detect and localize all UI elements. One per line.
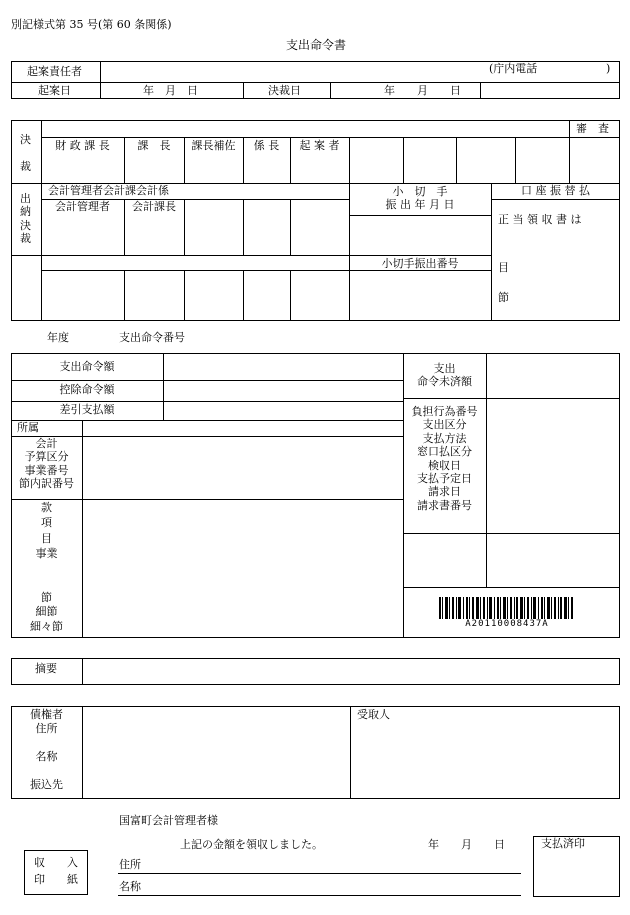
decision-date-label: 決裁日 [268,84,301,97]
responsible-label: 起案責任者 [27,65,82,78]
budget-items-label: 款 項 目 事業 [35,501,58,561]
deduction-amount-label: 控除命令額 [59,383,115,396]
account-transfer-label: 口 座 振 替 払 [521,184,590,197]
summary-table [11,658,620,685]
accounting-manager-label: 会計管理者 [55,200,110,213]
barcode [439,597,575,619]
role-finance-chief: 財 政 課 長 [55,139,110,152]
accounting-chief-label: 会計課長 [132,200,176,213]
role-drafter: 起 案 者 [299,139,340,152]
check-number-label: 小切手振出番号 [381,257,459,270]
payment-details-label: 負担行為番号 支出区分 支払方法 窓口払区分 検収日 支払予定日 請求日 請求書番号 [411,405,478,512]
kessai-label: 決 裁 [20,133,31,173]
budget-codes-label: 会計 予算区分 事業番号 節内訳番号 [19,437,74,491]
draft-date-value: 年 月 日 [143,84,198,97]
receipt-name-label: 名称 [119,880,141,893]
paid-stamp-label: 支払済印 [541,837,585,850]
creditor-labels: 債権者 住所 名称 振込先 [30,708,63,791]
summary-label: 摘要 [35,662,57,675]
accounting-row-label: 会計管理者会計課会計係 [48,184,169,197]
barcode-number: A20110008437A [465,619,549,629]
creditor-table [11,706,620,799]
role-deputy-chief: 課長補佐 [191,139,236,152]
moku-label: 目 [498,261,509,274]
role-subsection-chief: 係 長 [253,139,280,152]
phone-close: ) [606,62,611,75]
net-payment-label: 差引支払額 [59,403,115,416]
order-amount-label: 支出命令額 [59,360,115,373]
fiscal-year-label: 年度 [47,331,69,344]
role-section-chief: 課 長 [137,139,171,152]
revenue-stamp-label: 収 入 印 紙 [34,856,78,886]
draft-date-label: 起案日 [38,84,71,97]
check-issue-date-label: 小 切 手 振 出 年 月 日 [385,185,455,212]
form-number-label: 別記様式第 35 号(第 60 条関係) [11,18,172,31]
phone-label: (庁内電話 [489,62,538,75]
document-title: 支出命令書 [286,38,347,52]
receipt-address-label: 住所 [119,858,141,871]
recipient-label: 受取人 [357,708,390,721]
unpaid-amount-label: 支出 命令未済額 [417,362,472,389]
department-label: 所属 [17,421,39,434]
suito-kessai-label: 出 納 決 裁 [20,192,31,246]
setsu-items-label: 節 細節 細々節 [30,591,63,633]
addressee-label: 国富町会計管理者様 [119,814,218,827]
receipt-statement: 上記の金額を領収しました。 [180,838,323,851]
setsu-label: 節 [498,291,509,304]
decision-date-value: 年 月 日 [384,84,461,97]
order-number-label: 支出命令番号 [119,331,185,344]
receipt-date: 年 月 日 [428,838,505,851]
valid-receipt-label: 正 当 領 収 書 は [498,213,582,226]
shinsa-label: 審 査 [576,122,609,135]
